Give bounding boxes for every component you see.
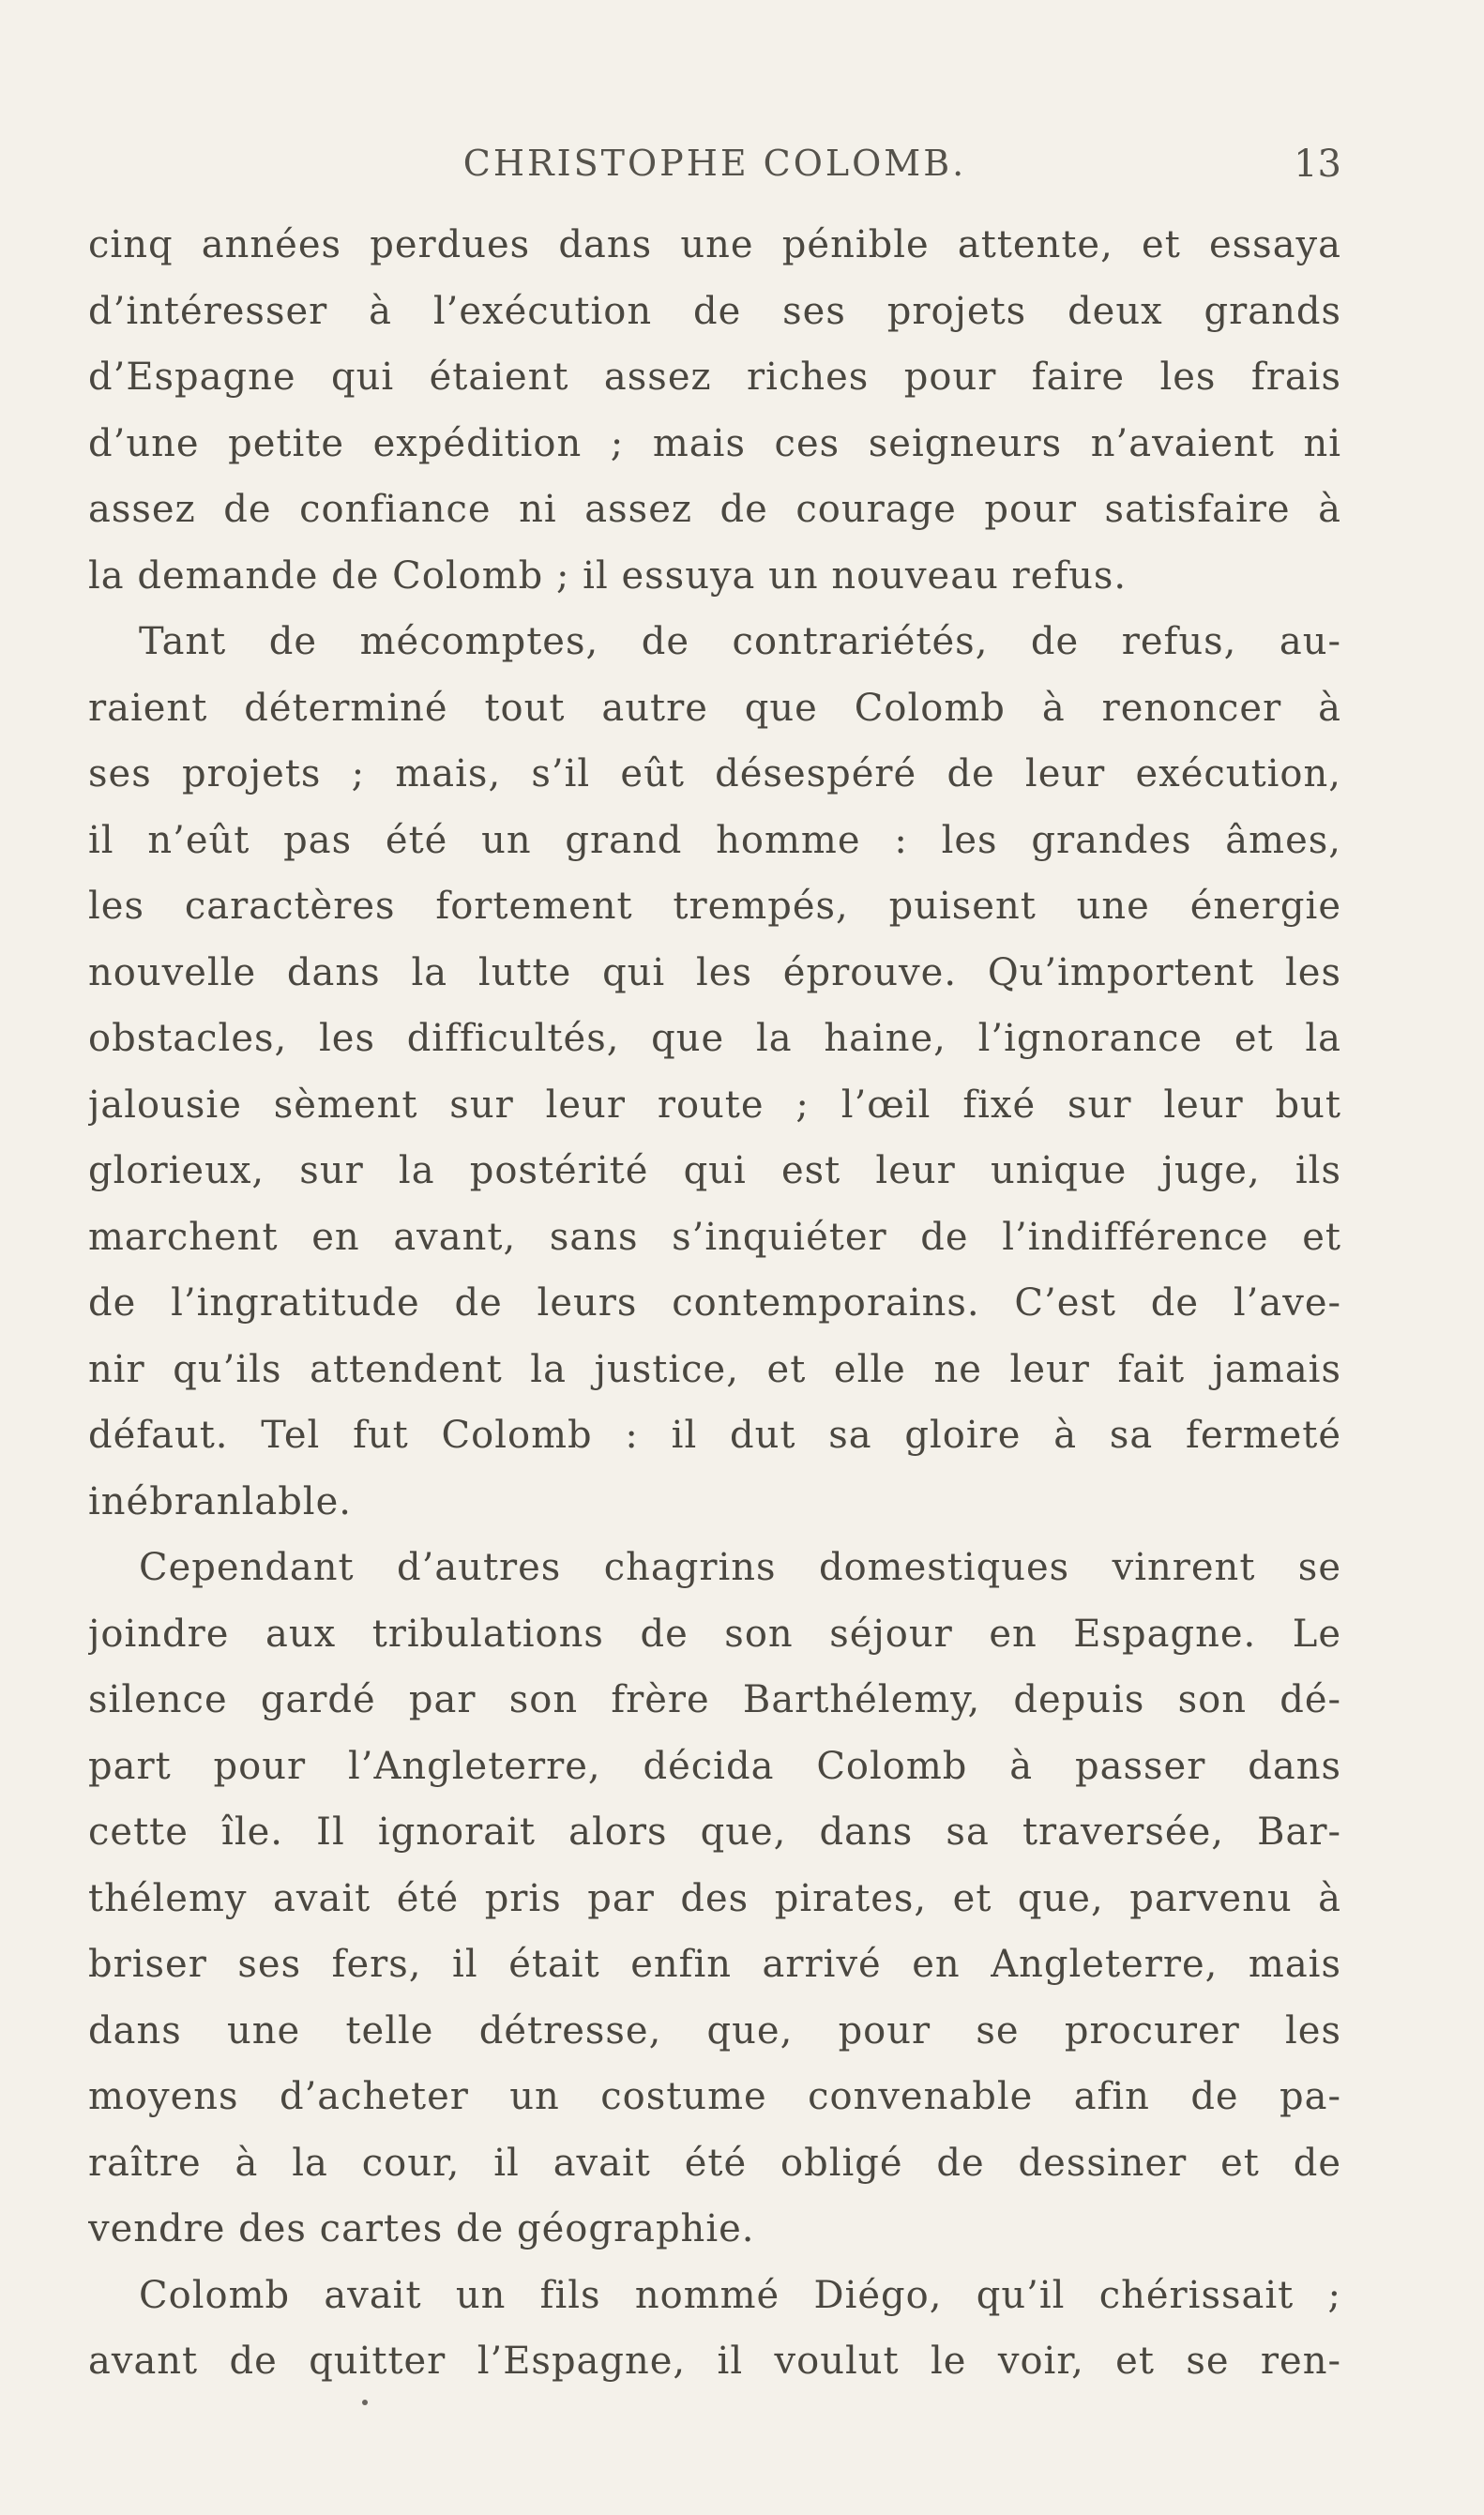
running-head	[88, 143, 1341, 193]
running-title: CHRISTOPHE COLOMB.	[462, 143, 967, 184]
text-line: les caractères fortement trempés, puisent une énergie	[88, 885, 1341, 928]
text-line: cette île. Il ignorait alors que, dans sa traversée, Bar-	[88, 1810, 1341, 1854]
body-text	[88, 212, 1341, 2395]
text-line: glorieux, sur la postérité qui est leur unique juge, ils	[88, 1149, 1341, 1192]
text-line: de l’ingratitude de leurs contemporains. C’est de l’ave-	[88, 1281, 1341, 1325]
text-line: obstacles, les difficultés, que la haine, l’ignorance et la	[88, 1017, 1341, 1060]
text-line: ses projets ; mais, s’il eût désespéré de leur exécution,	[88, 752, 1341, 795]
text-line: nir qu’ils attendent la justice, et elle ne leur fait jamais	[88, 1347, 1341, 1391]
text-line: moyens d’acheter un costume convenable afin de pa-	[88, 2075, 1341, 2118]
text-line: thélemy avait été pris par des pirates, et que, parvenu à	[88, 1876, 1341, 1920]
text-line: joindre aux tribulations de son séjour en Espagne. Le	[88, 1612, 1341, 1656]
paragraph-start-line: Tant de mécomptes, de contrariétés, de refus, au-	[139, 620, 1341, 663]
text-line: briser ses fers, il était enfin arrivé en Angleterre, mais	[88, 1943, 1341, 1986]
text-line: raient déterminé tout autre que Colomb à renoncer à	[88, 686, 1341, 730]
text-line: silence gardé par son frère Barthélemy, depuis son dé-	[88, 1678, 1341, 1721]
text-line: d’intéresser à l’exécution de ses projets deux grands	[88, 289, 1341, 333]
text-line: la demande de Colomb ; il essuya un nouveau refus.	[88, 553, 1128, 598]
text-line: jalousie sèment sur leur route ; l’œil fixé sur leur but	[88, 1083, 1341, 1127]
text-line: dans une telle détresse, que, pour se procurer les	[88, 2008, 1341, 2053]
text-line: avant de quitter l’Espagne, il voulut le voir, et se ren-	[88, 2340, 1341, 2383]
ink-speck	[362, 2400, 368, 2405]
text-line: assez de confiance ni assez de courage pour satisfaire à	[88, 488, 1341, 531]
text-line: marchent en avant, sans s’inquiéter de l’indifférence et	[88, 1215, 1341, 1259]
text-line: vendre des cartes de géographie.	[88, 2207, 755, 2250]
paragraph-start-line: Cependant d’autres chagrins domestiques vinrent se	[139, 1546, 1341, 1589]
text-line: inébranlable.	[88, 1479, 352, 1523]
text-line: part pour l’Angleterre, décida Colomb à passer dans	[88, 1744, 1341, 1788]
text-line: nouvelle dans la lutte qui les éprouve. Qu’importent les	[88, 950, 1341, 994]
paragraph-start-line: Colomb avait un fils nommé Diégo, qu’il chérissait ;	[139, 2273, 1341, 2317]
text-line: d’Espagne qui étaient assez riches pour faire les frais	[88, 356, 1341, 399]
page-number: 13	[1294, 143, 1341, 186]
text-line: cinq années perdues dans une pénible attente, et essaya	[88, 223, 1341, 266]
text-line: il n’eût pas été un grand homme : les grandes âmes,	[88, 818, 1341, 862]
text-line: d’une petite expédition ; mais ces seigneurs n’avaient ni	[88, 421, 1341, 465]
text-line: défaut. Tel fut Colomb : il dut sa gloire à sa fermeté	[88, 1414, 1341, 1457]
text-line: raître à la cour, il avait été obligé de dessiner et de	[88, 2141, 1341, 2185]
